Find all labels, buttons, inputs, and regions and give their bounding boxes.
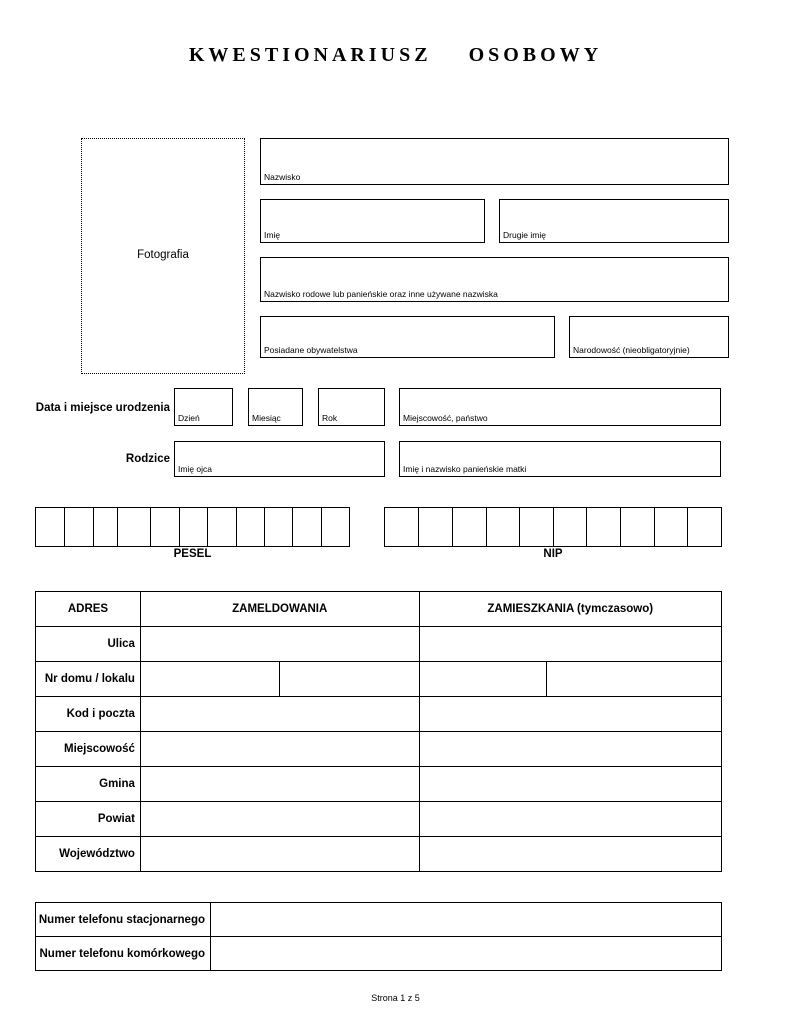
table-row xyxy=(36,937,722,971)
city-registered-input[interactable] xyxy=(140,732,419,767)
house-number-residence-input[interactable] xyxy=(419,662,547,697)
father-name-field[interactable] xyxy=(174,441,385,477)
commune-label: Gmina xyxy=(36,767,141,802)
city-label: Miejscowość xyxy=(36,732,141,767)
landline-phone-label: Numer telefonu stacjonarnego xyxy=(36,903,211,937)
table-row xyxy=(36,903,722,937)
first-name-field[interactable] xyxy=(260,199,485,243)
mobile-phone-input[interactable] xyxy=(211,937,722,971)
county-registered-input[interactable] xyxy=(140,802,419,837)
page-number: Strona 1 z 5 xyxy=(371,993,420,1003)
page-title: KWESTIONARIUSZ OSOBOWY xyxy=(188,44,603,66)
table-row xyxy=(36,767,722,802)
table-row xyxy=(36,837,722,872)
birth-day-field[interactable] xyxy=(174,388,233,426)
table-row xyxy=(36,627,722,662)
maiden-name-label: Nazwisko rodowe lub panieńskie oraz inne używane nazwiska xyxy=(264,289,498,299)
birth-year-label: Rok xyxy=(322,413,338,423)
table-row xyxy=(36,732,722,767)
county-label: Powiat xyxy=(36,802,141,837)
voivodeship-residence-input[interactable] xyxy=(419,837,722,872)
address-table xyxy=(35,591,722,872)
surname-field[interactable] xyxy=(260,138,729,185)
pesel-field[interactable] xyxy=(35,507,350,547)
postal-code-residence-input[interactable] xyxy=(419,697,722,732)
birth-month-field[interactable] xyxy=(248,388,303,426)
birth-place-label: Miejscowość, państwo xyxy=(403,413,488,423)
county-residence-input[interactable] xyxy=(419,802,722,837)
street-registered-input[interactable] xyxy=(140,627,419,662)
mother-name-field[interactable] xyxy=(399,441,721,477)
residence-address-header: ZAMIESZKANIA (tymczasowo) xyxy=(419,592,722,627)
house-number-registered-input[interactable] xyxy=(140,662,279,697)
first-name-label: Imię xyxy=(264,230,281,240)
nip-label: NIP xyxy=(543,548,563,560)
table-row xyxy=(36,697,722,732)
birth-month-label: Miesiąc xyxy=(252,413,281,423)
nationality-field[interactable] xyxy=(569,316,729,358)
registered-address-header: ZAMELDOWANIA xyxy=(140,592,419,627)
commune-residence-input[interactable] xyxy=(419,767,722,802)
city-residence-input[interactable] xyxy=(419,732,722,767)
commune-registered-input[interactable] xyxy=(140,767,419,802)
birth-day-label: Dzień xyxy=(178,413,200,423)
parents-row-label: Rodzice xyxy=(125,453,170,465)
father-name-label: Imię ojca xyxy=(178,464,213,474)
birth-year-field[interactable] xyxy=(318,388,385,426)
mobile-phone-label: Numer telefonu komórkowego xyxy=(36,937,211,971)
nationality-label: Narodowość (nieobligatoryjnie) xyxy=(573,345,690,355)
surname-label: Nazwisko xyxy=(264,172,301,182)
table-row xyxy=(36,802,722,837)
pesel-label: PESEL xyxy=(173,548,212,560)
house-number-label: Nr domu / lokalu xyxy=(36,662,141,697)
street-label: Ulica xyxy=(36,627,141,662)
birth-place-field[interactable] xyxy=(399,388,721,426)
voivodeship-registered-input[interactable] xyxy=(140,837,419,872)
landline-phone-input[interactable] xyxy=(211,903,722,937)
birth-row-label: Data i miejsce urodzenia xyxy=(35,402,170,414)
photo-box[interactable] xyxy=(81,138,245,374)
apartment-number-residence-input[interactable] xyxy=(547,662,722,697)
postal-code-label: Kod i poczta xyxy=(36,697,141,732)
citizenship-field[interactable] xyxy=(260,316,555,358)
second-name-label: Drugie imię xyxy=(503,230,546,240)
voivodeship-label: Województwo xyxy=(36,837,141,872)
citizenship-label: Posiadane obywatelstwa xyxy=(264,345,358,355)
apartment-number-registered-input[interactable] xyxy=(279,662,419,697)
postal-code-registered-input[interactable] xyxy=(140,697,419,732)
table-row xyxy=(36,592,722,627)
nip-field[interactable] xyxy=(384,507,722,547)
table-row xyxy=(36,662,722,697)
maiden-name-field[interactable] xyxy=(260,257,729,302)
street-residence-input[interactable] xyxy=(419,627,722,662)
photo-label: Fotografia xyxy=(137,249,189,261)
second-name-field[interactable] xyxy=(499,199,729,243)
phone-table xyxy=(35,902,722,971)
mother-name-label: Imię i nazwisko panieńskie matki xyxy=(403,464,527,474)
address-header: ADRES xyxy=(36,592,141,627)
